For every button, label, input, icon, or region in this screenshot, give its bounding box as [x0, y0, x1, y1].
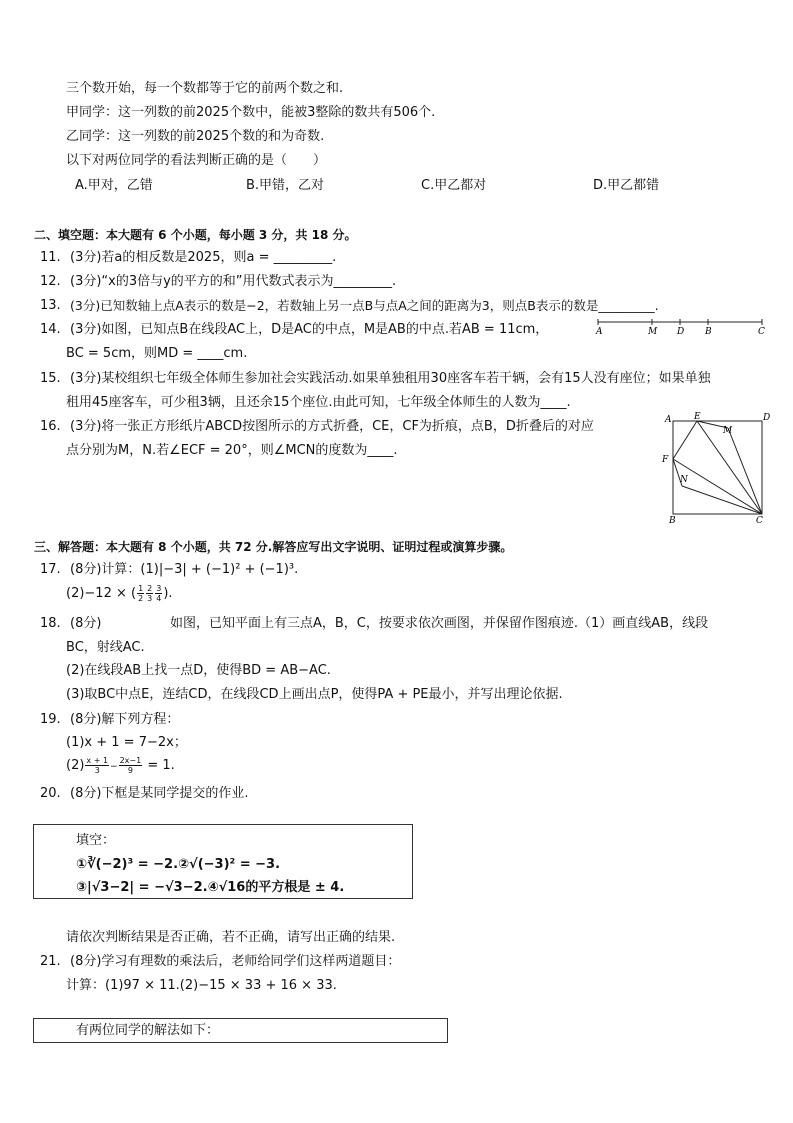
homework-title: 填空：: [76, 833, 116, 848]
q21-text-2: 计算：(1)97 × 11.(2)−15 × 33 + 16 × 33.: [66, 978, 337, 993]
q21-text: (8分)学习有理数的乘法后，老师给同学们这样两道题目：: [70, 954, 401, 969]
q13-number: 13.: [40, 298, 61, 313]
segment-label-d: D: [677, 327, 685, 336]
q18-number: 18.: [40, 616, 61, 631]
segment-label-c: C: [758, 327, 765, 336]
square-label-a: A: [665, 415, 672, 425]
square-label-n: N: [680, 475, 688, 485]
q19-eq-2: [66, 756, 175, 776]
q19-eq-1: (1)x + 1 = 7−2x；: [66, 735, 187, 750]
q18-text-4: (3)取BC中点E，连结CD，在线段CD上画出点P，使得PA + PE最小，并写出理论依据.: [66, 687, 563, 702]
q19-eq-2-suffix: = 1.: [143, 758, 175, 773]
q19-f1-den: 3: [94, 766, 100, 775]
q17-part-2-prefix: (2)−12 × (: [66, 586, 137, 601]
q17-f2-num: 2: [147, 584, 153, 593]
q17-fraction-2: [146, 584, 153, 603]
solutions-title: 有两位同学的解法如下：: [76, 1023, 220, 1038]
q17-f1-num: 1: [138, 584, 144, 593]
square-label-c: C: [756, 516, 763, 526]
option-b: B.甲错，乙对: [246, 178, 325, 193]
q17-f3-num: 3: [156, 584, 162, 593]
segment-label-b: B: [705, 327, 712, 336]
q19-eq-2-prefix: (2): [66, 758, 85, 773]
q17-fraction-1: [137, 584, 144, 603]
q14-number: 14.: [40, 322, 61, 337]
q19-fraction-2: [119, 756, 143, 775]
q17-text: (8分)计算：(1)|−3| + (−1)² + (−1)³.: [70, 562, 299, 577]
folded-square-figure: [660, 412, 772, 526]
q18-text: 如图，已知平面上有三点A，B，C，按要求依次画图，并保留作图痕迹.（1）画直线AB，线段: [170, 616, 709, 631]
q17-number: 17.: [40, 562, 61, 577]
solutions-box: [33, 1018, 448, 1043]
q15-text: (3分)某校组织七年级全体师生参加社会实践活动.如果单独租用30座客车若干辆，会有15人没有座位；如果单独: [70, 371, 711, 386]
q16-number: 16.: [40, 419, 61, 434]
square-label-b: B: [669, 516, 676, 526]
q20-number: 20.: [40, 786, 61, 801]
q19-f2-num: 2x−1: [119, 756, 142, 765]
square-label-m: M: [723, 426, 733, 436]
q11-number: 11.: [40, 250, 61, 265]
homework-box: [33, 824, 413, 899]
q18-text-2: BC，射线AC.: [66, 640, 145, 655]
q17-part-2: [66, 584, 173, 603]
segment-figure: [592, 316, 772, 336]
option-c: C.甲乙都对: [421, 178, 487, 193]
q21-number: 21.: [40, 954, 61, 969]
q10-question: 以下对两位同学的看法判断正确的是（ ）: [66, 153, 327, 168]
square-label-d: D: [763, 413, 771, 423]
q17-f3-den: 4: [156, 594, 162, 603]
intro-line-1: 三个数开始，每一个数都等于它的前两个数之和.: [66, 81, 344, 96]
q18-text-3: (2)在线段AB上找一点D，使得BD = AB−AC.: [66, 663, 331, 678]
q17-fraction-3: [155, 584, 162, 603]
intro-line-3: 乙同学：这一列数的前2025个数的和为奇数.: [66, 129, 325, 144]
section-2-heading: 二、填空题：本大题有 6 个小题，每小题 3 分，共 18 分。: [34, 228, 357, 242]
q16-text: (3分)将一张正方形纸片ABCD按图所示的方式折叠，CE，CF为折痕，点B，D折叠后的对应: [70, 419, 594, 434]
square-label-f: F: [662, 455, 669, 465]
q17-f2-den: 3: [147, 594, 153, 603]
q16-text-2: 点分别为M，N.若∠ECF = 20°，则∠MCN的度数为____.: [66, 443, 398, 458]
option-a: A.甲对，乙错: [75, 178, 153, 193]
q11-text: (3分)若a的相反数是2025，则a = _________.: [70, 250, 337, 265]
q19-number: 19.: [40, 712, 61, 727]
q19-text: (8分)解下列方程：: [70, 712, 180, 727]
option-d: D.甲乙都错: [593, 178, 660, 193]
q17-part-2-suffix: ).: [163, 586, 173, 601]
q19-f2-den: 9: [127, 766, 133, 775]
q15-text-2: 租用45座客车，可少租3辆，且还余15个座位.由此可知，七年级全体师生的人数为____.: [66, 395, 571, 410]
q12-number: 12.: [40, 274, 61, 289]
q20-text: (8分)下框是某同学提交的作业.: [70, 786, 249, 801]
intro-line-2: 甲同学：这一列数的前2025个数中，能被3整除的数共有506个.: [66, 105, 436, 120]
homework-item-2: ③|√3−2| = −√3−2.④√16的平方根是 ± 4.: [76, 880, 345, 895]
q15-number: 15.: [40, 371, 61, 386]
q18-score: (8分): [70, 616, 102, 631]
q14-text: (3分)如图，已知点B在线段AC上，D是AC的中点，M是AB的中点.若AB = 11cm，: [70, 322, 549, 337]
segment-label-m: M: [648, 327, 658, 336]
q19-minus: −: [110, 762, 118, 772]
homework-item-1: ①∛(−2)³ = −2.②√(−3)² = −3.: [76, 857, 281, 872]
q19-fraction-1: [85, 756, 109, 775]
q14-text-2: BC = 5cm，则MD = ____cm.: [66, 346, 248, 361]
q12-text: (3分)“x的3倍与y的平方的和”用代数式表示为_________.: [70, 274, 397, 289]
q17-f1-den: 2: [138, 594, 144, 603]
section-3-heading: 三、解答题：本大题有 8 个小题，共 72 分.解答应写出文字说明、证明过程或演算步骤。: [34, 540, 513, 554]
q13-text: (3分)已知数轴上点A表示的数是−2，若数轴上另一点B与点A之间的距离为3，则点B表示的数是_________.: [70, 298, 659, 313]
segment-label-a: A: [596, 327, 603, 336]
q20-note: 请依次判断结果是否正确，若不正确，请写出正确的结果.: [66, 930, 396, 945]
q19-f1-num: x + 1: [86, 756, 109, 765]
square-label-e: E: [694, 412, 701, 422]
